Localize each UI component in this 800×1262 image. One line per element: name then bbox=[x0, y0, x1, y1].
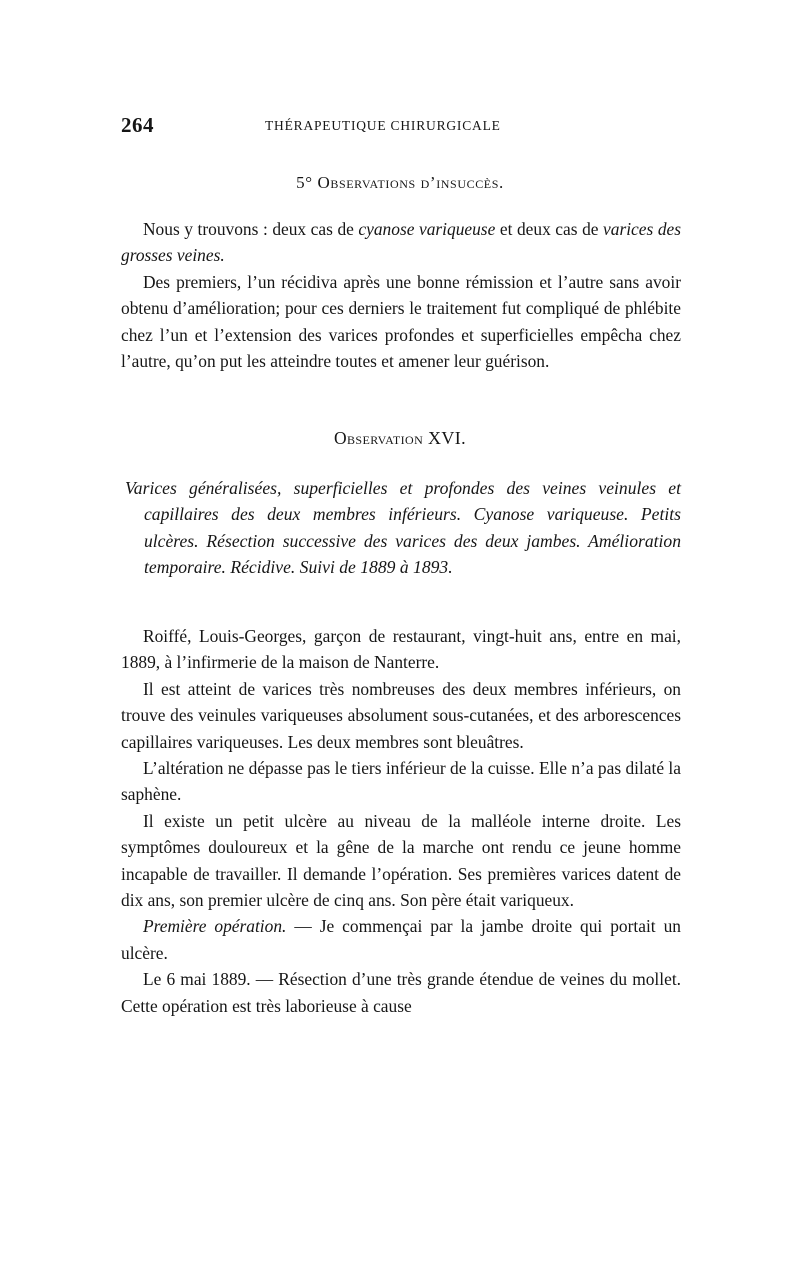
page-number: 264 bbox=[121, 113, 154, 137]
case-paragraph bbox=[121, 966, 681, 1019]
section-number: 5° bbox=[296, 173, 313, 192]
intro-paragraphs bbox=[121, 216, 681, 374]
paragraph-text: — Je commençai par la jambe droite qui portait un ulcère. bbox=[121, 916, 681, 963]
observation-numeral: XVI. bbox=[427, 428, 467, 448]
paragraph-text: Il est atteint de varices très nombreuses des deux membres inférieurs, on trouve des veinules variqueuses absolument sous-cutanées, et des arborescences capillaires variqueuses. Les deux membres sont bleuâtres. bbox=[121, 678, 681, 752]
case-paragraphs bbox=[121, 623, 681, 1019]
observation-summary-text: Varices généralisées, superficielles et profondes des veines veinules et capillaires des deux membres inférieurs. Cyanose variqueuse. Petits ulcères. Résection successive des varices des deux jambes. Amélioration temporaire. Récidive. Suivi de 1889 à 1893. bbox=[125, 478, 681, 577]
section-heading bbox=[0, 173, 800, 193]
running-title: THÉRAPEUTIQUE CHIRURGICALE bbox=[265, 118, 501, 133]
section-title: Observations d’insuccès. bbox=[317, 173, 504, 192]
paragraph-text: Nous y trouvons : deux cas de bbox=[143, 219, 359, 239]
intro-paragraph bbox=[121, 216, 681, 269]
intro-paragraph bbox=[121, 269, 681, 375]
paragraph-text: Le 6 mai 1889. — Résection d’une très grande étendue de veines du mollet. Cette opération est très laborieuse à cause bbox=[121, 969, 681, 1016]
observation-heading bbox=[0, 428, 800, 449]
case-paragraph bbox=[121, 755, 681, 808]
paragraph-text: Il existe un petit ulcère au niveau de la malléole interne droite. Les symptômes douloureux et la gêne de la marche ont rendu ce jeune homme incapable de travailler. Il demande l’opération. Ses premières varices datent de dix ans, son premier ulcère de cinq ans. Son père était variqueux. bbox=[121, 810, 681, 911]
paragraph-text: et deux cas de bbox=[495, 219, 604, 239]
case-paragraph bbox=[121, 623, 681, 676]
paragraph-text: L’altération ne dépasse pas le tiers inférieur de la cuisse. Elle n’a pas dilaté la saphène. bbox=[121, 758, 681, 805]
paragraph-text: Des premiers, l’un récidiva après une bonne rémission et l’autre sans avoir obtenu d’amélioration; pour ces derniers le traitement fut compliqué de phlébite chez l’un et l’extension des varices profondes et superficielles empêcha chez l’autre, qu’on put les atteindre toutes et amener leur guérison. bbox=[121, 271, 681, 372]
paragraph-text: Roiffé, Louis-Georges, garçon de restaurant, vingt-huit ans, entre en mai, 1889, à l’infirmerie de la maison de Nanterre. bbox=[121, 626, 681, 673]
case-paragraph bbox=[121, 913, 681, 966]
observation-label: Observation bbox=[333, 428, 424, 448]
observation-summary bbox=[125, 475, 681, 580]
case-paragraph bbox=[121, 676, 681, 755]
italic-text: Première opération. bbox=[143, 916, 287, 937]
case-paragraph bbox=[121, 808, 681, 914]
running-head bbox=[121, 113, 681, 143]
italic-text: cyanose variqueuse bbox=[358, 219, 496, 239]
italic-text: varices des grosses veines. bbox=[121, 219, 682, 266]
